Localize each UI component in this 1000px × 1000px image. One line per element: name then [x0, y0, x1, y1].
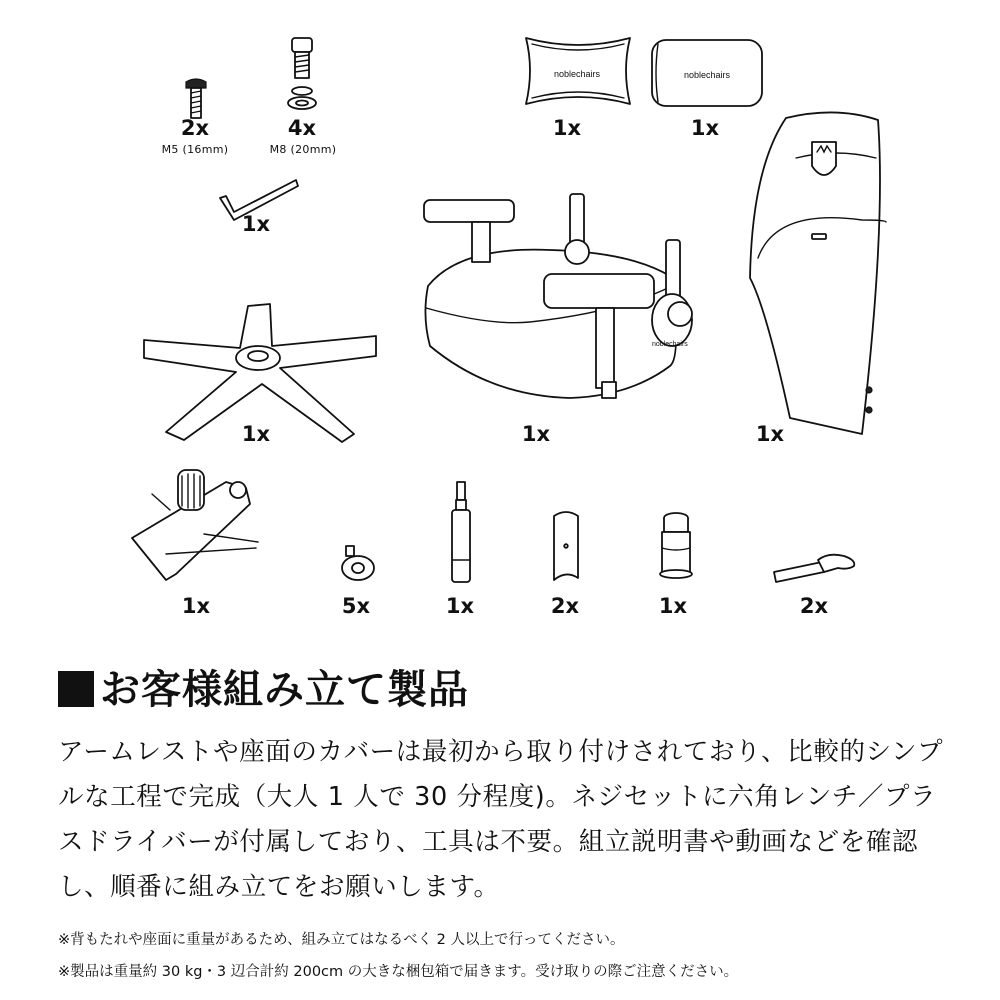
gas-lift-qty: 1x: [445, 594, 475, 618]
hex-key-qty: 1x: [241, 212, 271, 236]
seat-brand: noblechairs: [652, 341, 688, 348]
lift-cover-qty: 1x: [658, 594, 688, 618]
seat-icon: [420, 186, 710, 406]
tilt-mechanism-qty: 1x: [181, 594, 211, 618]
gas-lift-icon: [446, 480, 476, 584]
bolt-m5-qty: 2x: [180, 116, 210, 140]
note-2: ※製品は重量約 30 kg・3 辺合計約 200cm の大きな梱包箱で届きます。受け取りの際ご注意ください。: [58, 964, 739, 980]
note-1: ※背もたれや座面に重量があるため、組み立てはなるべく 2 人以上で行ってください。: [58, 932, 625, 948]
caster-icon: [334, 544, 378, 584]
chair-base-qty: 1x: [241, 422, 271, 446]
lumbar-pillow-qty: 1x: [690, 116, 720, 140]
tilt-mechanism-icon: [126, 464, 266, 584]
square-bullet-icon: [58, 671, 94, 707]
backrest-qty: 1x: [755, 422, 785, 446]
section-body: アームレストや座面のカバーは最初から取り付けされており、比較的シンプルな工程で完成（大人 1 人で 30 分程度)。ネジセットに六角レンチ／プラスドライバーが付属しており、工具は不要。組立説明書や動画などを確認し、順番に組み立てをお願いします。: [58, 737, 944, 902]
bolt-m8-qty: 4x: [287, 116, 317, 140]
caster-qty: 5x: [341, 594, 371, 618]
lift-cover-icon: [652, 508, 700, 588]
head-pillow-brand: noblechairs: [554, 69, 601, 79]
head-pillow-icon: [518, 30, 638, 112]
side-cover-qty: 2x: [550, 594, 580, 618]
section-title: [58, 658, 469, 715]
lever-qty: 2x: [799, 594, 829, 618]
bolt-m5-icon: [180, 78, 212, 120]
bolt-m8-spec: M8 (20mm): [269, 143, 337, 156]
section-title-text: お客様組み立て製品: [100, 667, 469, 713]
seat-qty: 1x: [521, 422, 551, 446]
backrest-icon: [736, 108, 900, 444]
lever-icon: [768, 550, 860, 588]
side-cover-icon: [546, 508, 586, 588]
lumbar-pillow-icon: [644, 36, 768, 110]
head-pillow-qty: 1x: [552, 116, 582, 140]
bolt-m5-spec: M5 (16mm): [161, 143, 229, 156]
lumbar-pillow-brand: noblechairs: [684, 70, 731, 80]
bolt-m8-icon: [284, 36, 320, 120]
